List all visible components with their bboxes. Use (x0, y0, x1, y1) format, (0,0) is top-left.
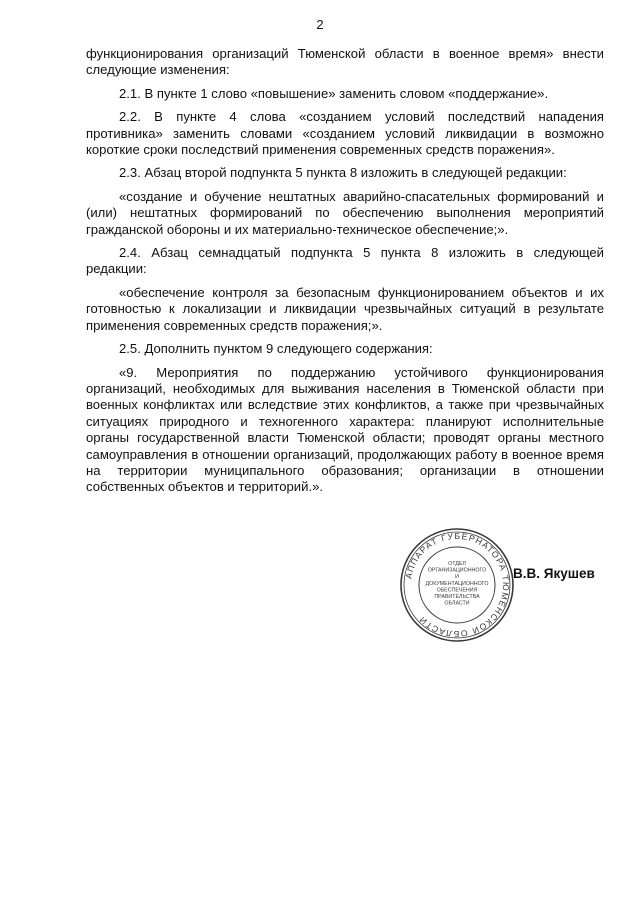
paragraph-2-5: 2.5. Дополнить пунктом 9 следующего содержания: (119, 341, 433, 357)
paragraph-2-2: 2.2. В пункте 4 слова «созданием условий последствий нападения противника» заменить словами «созданием условий ликвидации в возможно короткие сроки последствий применения современных средств поражения». (86, 109, 604, 158)
paragraph-intro: функционирования организаций Тюменской области в военное время» внести следующие изменения: (86, 46, 604, 78)
stamp-seal-icon (398, 526, 516, 644)
paragraph-2-1: 2.1. В пункте 1 слово «повышение» заменить словом «поддержание». (119, 85, 549, 101)
stamp-center-line: ОРГАНИЗАЦИОННОГО (427, 567, 487, 574)
paragraph-2-5-quote: «9. Мероприятия по поддержанию устойчивого функционирования организаций, необходимых для выживания населения в Тюменской области при военных конфликтах или вследствие этих конфликтов, а также при чрезвычайных ситуациях природного и техногенного характера: планируют исполнительные органы государственной власти Тюменской области; проводят органы местного самоуправления в отношении организаций, продолжающих работу в военное время на территории муниципального образования; организации в отношении собственных объектов и территорий.». (86, 364, 604, 495)
paragraph-2-4-quote: «обеспечение контроля за безопасным функционированием объектов и их готовностью к локализации и ликвидации чрезвычайных ситуаций в результате применения современных средств поражения;». (86, 284, 604, 333)
stamp-center-line: ОТДЕЛ (448, 561, 466, 567)
paragraph-2-3: 2.3. Абзац второй подпункта 5 пункта 8 изложить в следующей редакции: (119, 165, 567, 181)
stamp-center-line: ДОКУМЕНТАЦИОННОГО (425, 580, 489, 587)
stamp-center-line: ОБЕСПЕЧЕНИЯ (436, 587, 478, 594)
document-body (86, 46, 604, 503)
page-number: 2 (316, 17, 324, 32)
paragraph-2-3-quote: «создание и обучение нештатных аварийно-спасательных формирований и (или) нештатных формирований по обеспечению выполнения мероприятий гражданской обороны и их материально-техническое обеспечение;». (86, 188, 604, 237)
official-stamp (398, 526, 516, 644)
stamp-ring-text: АППАРАТ ГУБЕРНАТОРА ТЮМЕНСКОЙ ОБЛАСТИ (403, 530, 512, 640)
stamp-center-line: ПРАВИТЕЛЬСТВА (434, 594, 480, 600)
stamp-center-line: ОБЛАСТИ (444, 600, 470, 607)
stamp-center-line: И (455, 574, 459, 581)
paragraph-2-4: 2.4. Абзац семнадцатый подпункта 5 пункта 8 изложить в следующей редакции: (86, 245, 604, 277)
signature-name: В.В. Якушев (513, 566, 595, 581)
